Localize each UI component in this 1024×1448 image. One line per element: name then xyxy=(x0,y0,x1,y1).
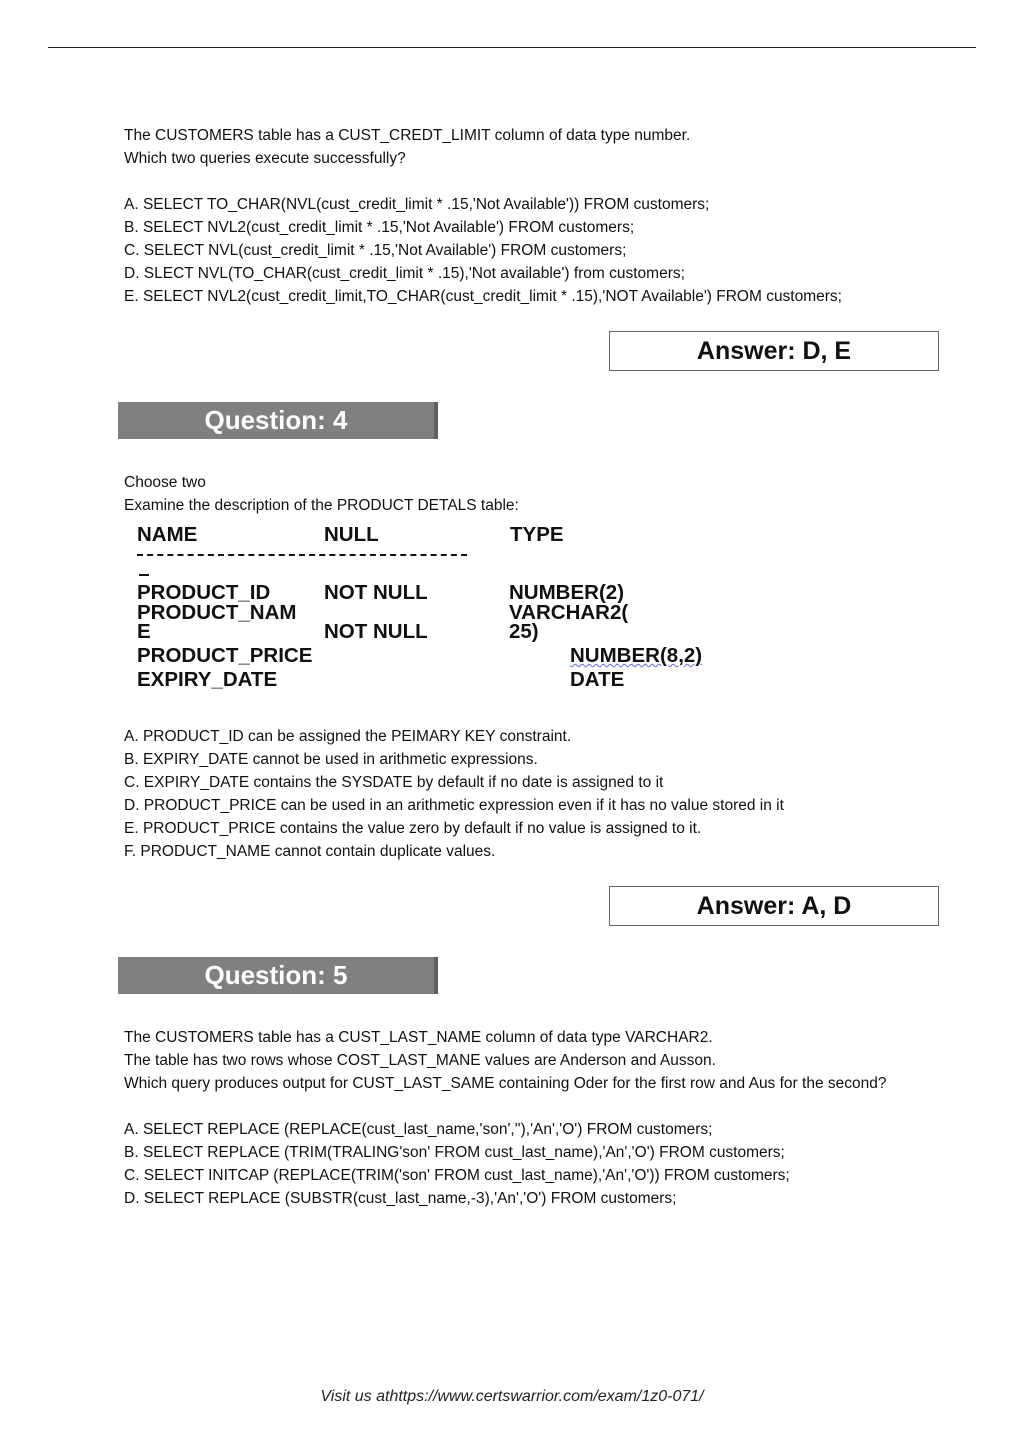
option-b: B. SELECT REPLACE (TRIM(TRALING'son' FROM cust_last_name),'An','O') FROM customers; xyxy=(124,1144,785,1161)
question-stem-line: The CUSTOMERS table has a CUST_CREDT_LIMIT column of data type number. xyxy=(124,127,691,144)
question-4-options xyxy=(124,725,930,863)
question-stem-line: Which two queries execute successfully? xyxy=(124,150,406,167)
option-e: E. PRODUCT_PRICE contains the value zero by default if no value is assigned to it. xyxy=(124,820,702,837)
row-type: NUMBER(2) xyxy=(509,581,625,604)
option-f: F. PRODUCT_NAME cannot contain duplicate values. xyxy=(124,843,496,860)
row-type: 25) xyxy=(509,620,539,643)
option-a: A. SELECT REPLACE (REPLACE(cust_last_name,'son',''),'An','O') FROM customers; xyxy=(124,1121,713,1138)
header-rule xyxy=(48,47,976,48)
row-null: NOT NULL xyxy=(324,581,428,604)
row-type: DATE xyxy=(570,668,625,691)
row-name: PRODUCT_NAM xyxy=(137,601,297,624)
question-5-heading: Question: 5 xyxy=(118,957,438,994)
table-description-image xyxy=(137,522,717,697)
dash-separator xyxy=(137,554,467,556)
option-b: B. SELECT NVL2(cust_credit_limit * .15,'Not Available') FROM customers; xyxy=(124,219,635,236)
option-c: C. SELECT INITCAP (REPLACE(TRIM('son' FROM cust_last_name),'An','O')) FROM customers; xyxy=(124,1167,790,1184)
option-d: D. PRODUCT_PRICE can be used in an arithmetic expression even if it has no value stored in it xyxy=(124,797,784,814)
question-stem-line: Which query produces output for CUST_LAST_SAME containing Oder for the first row and Aus for the second? xyxy=(124,1075,887,1092)
option-b: B. EXPIRY_DATE cannot be used in arithmetic expressions. xyxy=(124,751,538,768)
question-stem-line: Examine the description of the PRODUCT DETALS table: xyxy=(124,497,519,514)
row-name: E xyxy=(137,620,151,643)
question-4-heading: Question: 4 xyxy=(118,402,438,439)
option-a: A. PRODUCT_ID can be assigned the PEIMARY KEY constraint. xyxy=(124,728,572,745)
answer-box-q3: Answer: D, E xyxy=(609,331,939,371)
answer-box-q4: Answer: A, D xyxy=(609,886,939,926)
row-name: PRODUCT_PRICE xyxy=(137,644,313,667)
row-name: PRODUCT_ID xyxy=(137,581,271,604)
question-3-body xyxy=(124,124,930,308)
option-e: E. SELECT NVL2(cust_credit_limit,TO_CHAR(cust_credit_limit * .15),'NOT Available') FROM customers; xyxy=(124,288,842,305)
option-d: D. SLECT NVL(TO_CHAR(cust_credit_limit * .15),'Not available') from customers; xyxy=(124,265,685,282)
row-name: EXPIRY_DATE xyxy=(137,668,278,691)
option-c: C. SELECT NVL(cust_credit_limit * .15,'Not Available') FROM customers; xyxy=(124,242,627,259)
question-stem-line: The table has two rows whose COST_LAST_MANE values are Anderson and Ausson. xyxy=(124,1052,716,1069)
option-d: D. SELECT REPLACE (SUBSTR(cust_last_name,-3),'An','O') FROM customers; xyxy=(124,1190,677,1207)
question-stem-line: Choose two xyxy=(124,474,206,491)
question-4-stem xyxy=(124,471,930,517)
column-header-type: TYPE xyxy=(510,523,564,546)
row-type: NUMBER(8,2) xyxy=(570,644,703,667)
question-5-body xyxy=(124,1026,930,1210)
row-null: NOT NULL xyxy=(324,620,428,643)
option-a: A. SELECT TO_CHAR(NVL(cust_credit_limit * .15,'Not Available')) FROM customers; xyxy=(124,196,710,213)
dash-separator-tail xyxy=(139,574,149,576)
option-c: C. EXPIRY_DATE contains the SYSDATE by default if no date is assigned to it xyxy=(124,774,664,791)
question-stem-line: The CUSTOMERS table has a CUST_LAST_NAME column of data type VARCHAR2. xyxy=(124,1029,713,1046)
row-type: VARCHAR2( xyxy=(509,601,629,624)
column-header-name: NAME xyxy=(137,523,198,546)
column-header-null: NULL xyxy=(324,523,379,546)
footer-link-text: Visit us athttps://www.certswarrior.com/exam/1z0-071/ xyxy=(320,1388,704,1405)
